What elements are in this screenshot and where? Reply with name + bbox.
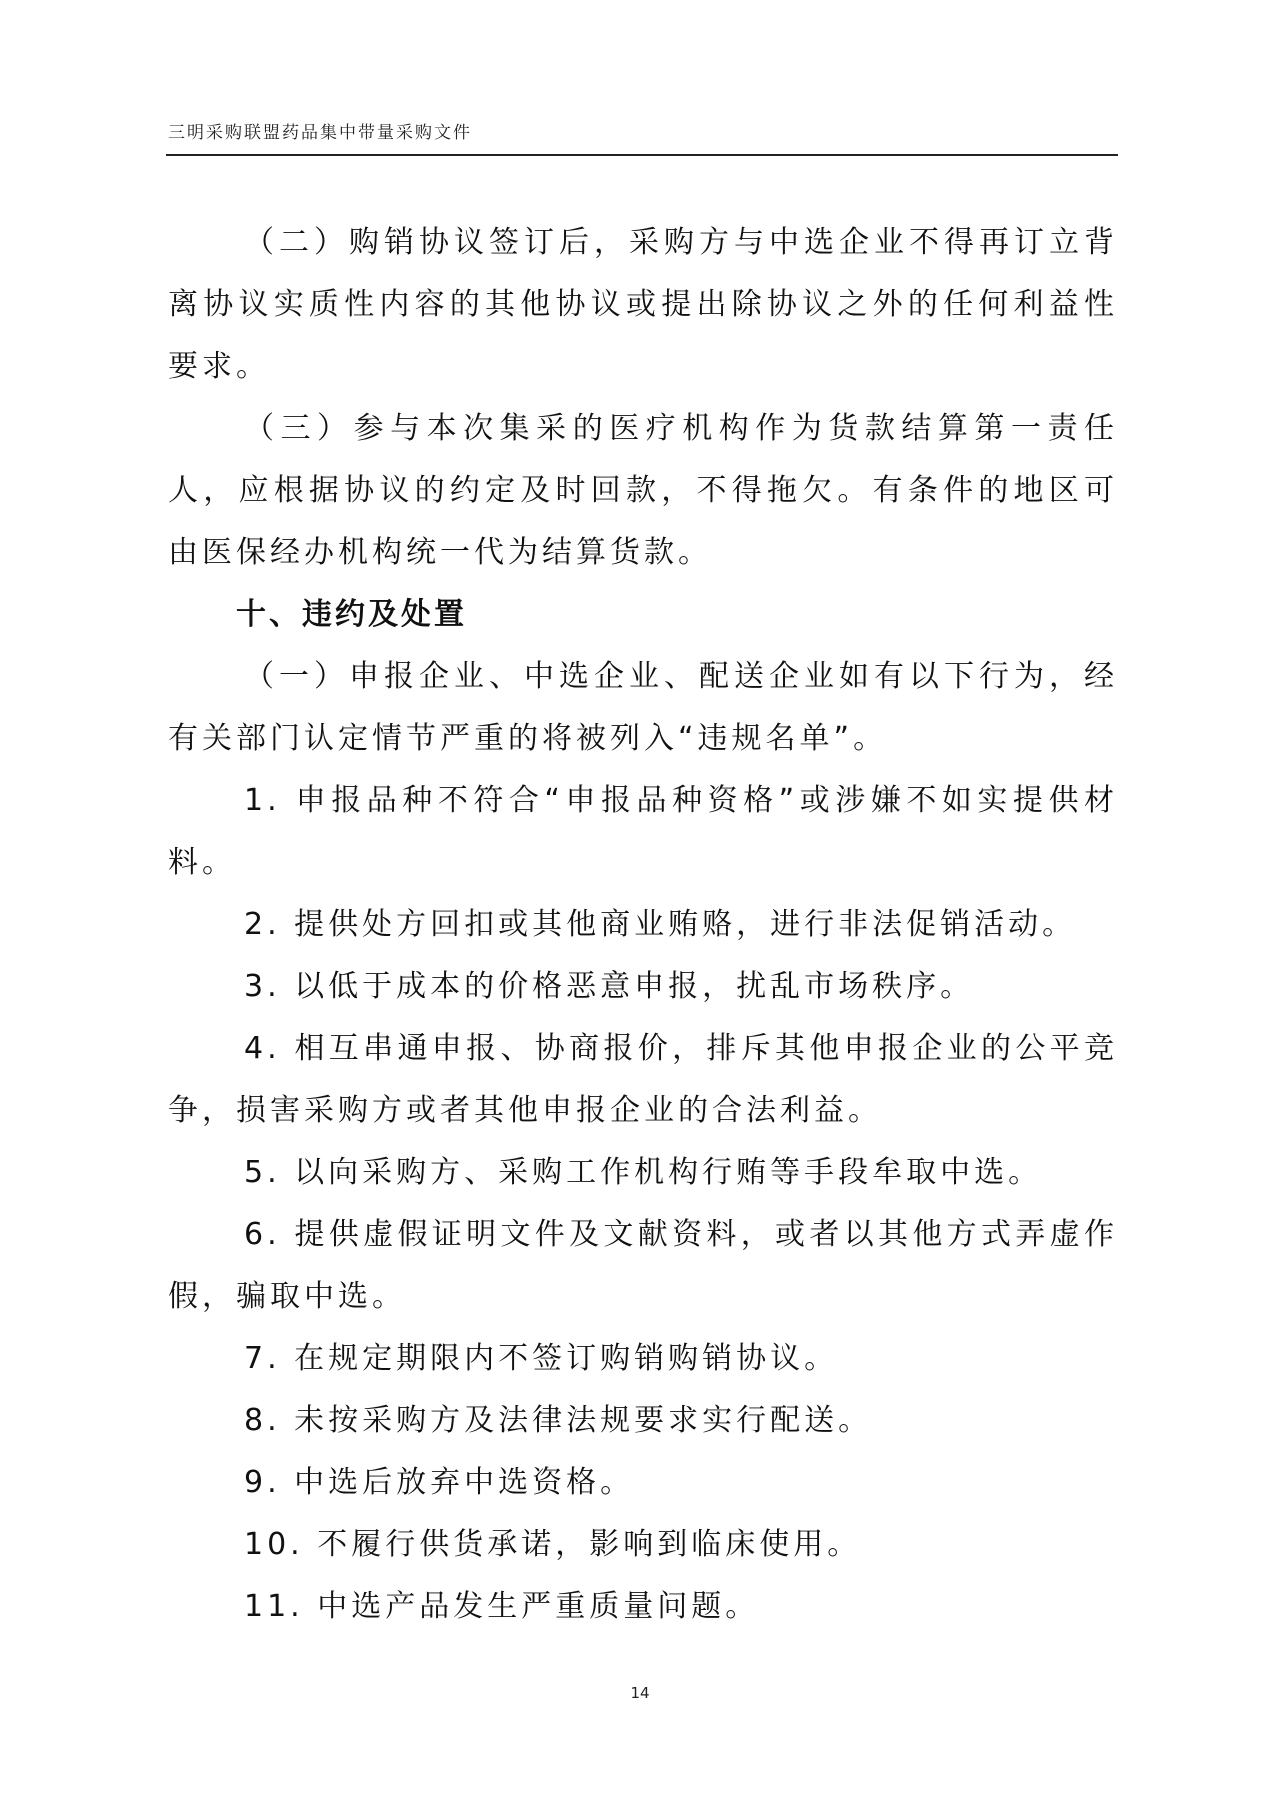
list-item-8: 8. 未按采购方及法律法规要求实行配送。 [244, 1403, 873, 1438]
list-item-6: 6. 提供虚假证明文件及文献资料，或者以其他方式弄虚作假，骗取中选。 [168, 1217, 1118, 1314]
page-number: 14 [630, 1684, 650, 1702]
paragraph-clause-2: （二）购销协议签订后，采购方与中选企业不得再订立背离协议实质性内容的其他协议或提出除协议之外的任何利益性要求。 [168, 225, 1118, 384]
header-divider [166, 154, 1118, 156]
document-header-title: 三明采购联盟药品集中带量采购文件 [168, 123, 472, 143]
list-item-4: 4. 相互串通申报、协商报价，排斥其他申报企业的公平竞争，损害采购方或者其他申报企业的合法利益。 [168, 1031, 1118, 1128]
list-item-2: 2. 提供处方回扣或其他商业贿赂，进行非法促销活动。 [244, 907, 1077, 942]
list-item-10: 10. 不履行供货承诺，影响到临床使用。 [244, 1527, 862, 1562]
list-item-5: 5. 以向采购方、采购工作机构行贿等手段牟取中选。 [244, 1155, 1043, 1190]
document-body [168, 212, 1118, 1638]
paragraph-clause-3: （三）参与本次集采的医疗机构作为货款结算第一责任人，应根据协议的约定及时回款，不得拖欠。有条件的地区可由医保经办机构统一代为结算货款。 [168, 411, 1118, 570]
paragraph-subclause-1: （一）申报企业、中选企业、配送企业如有以下行为，经有关部门认定情节严重的将被列入“违规名单”。 [168, 659, 1118, 756]
list-item-3: 3. 以低于成本的价格恶意申报，扰乱市场秩序。 [244, 969, 975, 1004]
section-heading: 十、违约及处置 [236, 597, 467, 632]
list-item-11: 11. 中选产品发生严重质量问题。 [244, 1589, 760, 1624]
list-item-9: 9. 中选后放弃中选资格。 [244, 1465, 635, 1500]
list-item-1: 1. 申报品种不符合“申报品种资格”或涉嫌不如实提供材料。 [168, 783, 1118, 880]
list-item-7: 7. 在规定期限内不签订购销购销协议。 [244, 1341, 839, 1376]
